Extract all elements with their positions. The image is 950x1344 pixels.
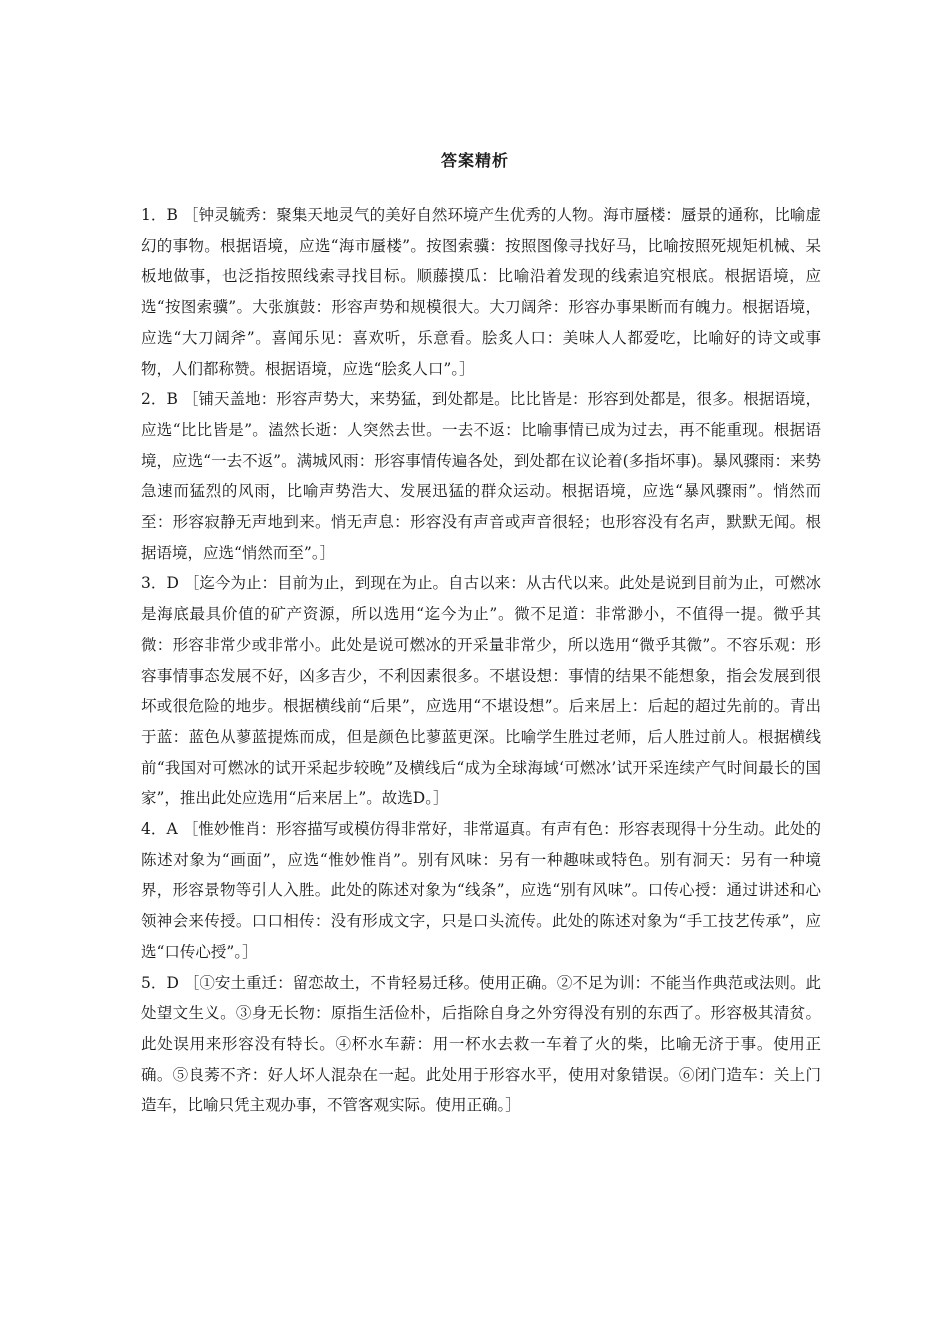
answer-item-4: 4．A ［惟妙惟肖：形容描写或模仿得非常好，非常逼真。有声有色：形容表现得十分生动。此处的陈述对象为“画面”，应选“惟妙惟肖”。别有风味：另有一种趣味或特色。别有洞天：另有一种境界，形容景物等引人入胜。此处的陈述对象为“线条”，应选“别有风味”。口传心授：通过讲述和心领神会来传授。口口相传：没有形成文字，只是口头流传。此处的陈述对象为“手工技艺传承”，应选“口传心授”。］	[141, 820, 821, 961]
answer-item-2: 2．B ［铺天盖地：形容声势大，来势猛，到处都是。比比皆是：形容到处都是，很多。根据语境，应选“比比皆是”。溘然长逝：人突然去世。一去不返：比喻事情已成为过去，再不能重现。根据语境，应选“一去不返”。满城风雨：形容事情传遍各处，到处都在议论着(多指坏事)。暴风骤雨：来势急速而猛烈的风雨，比喻声势浩大、发展迅猛的群众运动。根据语境，应选“暴风骤雨”。悄然而至：形容寂静无声地到来。悄无声息：形容没有声音或声音很轻；也形容没有名声，默默无闻。根据语境，应选“悄然而至”。］	[141, 390, 821, 562]
answer-item-1: 1．B ［钟灵毓秀：聚集天地灵气的美好自然环境产生优秀的人物。海市蜃楼：蜃景的通称，比喻虚幻的事物。根据语境，应选“海市蜃楼”。按图索骥：按照图像寻找好马，比喻按照死规矩机械、呆板地做事，也泛指按照线索寻找目标。顺藤摸瓜：比喻沿着发现的线索追究根底。根据语境，应选“按图索骥”。大张旗鼓：形容声势和规模很大。大刀阔斧：形容办事果断而有魄力。根据语境，应选“大刀阔斧”。喜闻乐见：喜欢听，乐意看。脍炙人口：美味人人都爱吃，比喻好的诗文或事物，人们都称赞。根据语境，应选“脍炙人口”。］	[141, 206, 821, 378]
answer-list	[141, 200, 821, 1121]
answer-item-3: 3．D ［迄今为止：目前为止，到现在为止。自古以来：从古代以来。此处是说到目前为止，可燃冰是海底最具价值的矿产资源，所以选用“迄今为止”。微不足道：非常渺小，不值得一提。微乎其微：形容非常少或非常小。此处是说可燃冰的开采量非常少，所以选用“微乎其微”。不容乐观：形容事情事态发展不好，凶多吉少，不利因素很多。不堪设想：事情的结果不能想象，指会发展到很坏或很危险的地步。根据横线前“后果”，应选用“不堪设想”。后来居上：后起的超过先前的。青出于蓝：蓝色从蓼蓝提炼而成，但是颜色比蓼蓝更深。比喻学生胜过老师，后人胜过前人。根据横线前“我国对可燃冰的试开采起步较晚”及横线后“成为全球海域‘可燃冰’试开采连续产气时间最长的国家”，推出此处应选用“后来居上”。故选D。］	[141, 574, 821, 808]
page-title: 答案精析	[440, 151, 509, 170]
answer-item-5: 5．D ［①安土重迁：留恋故土，不肯轻易迁移。使用正确。②不足为训：不能当作典范或法则。此处望文生义。③身无长物：原指生活俭朴，后指除自身之外穷得没有别的东西了。形容极其清贫。此处误用来形容没有特长。④杯水车薪：用一杯水去救一车着了火的柴，比喻无济于事。使用正确。⑤良莠不齐：好人坏人混杂在一起。此处用于形容水平，使用对象错误。⑥闭门造车：关上门造车，比喻只凭主观办事，不管客观实际。使用正确。］	[141, 973, 821, 1115]
